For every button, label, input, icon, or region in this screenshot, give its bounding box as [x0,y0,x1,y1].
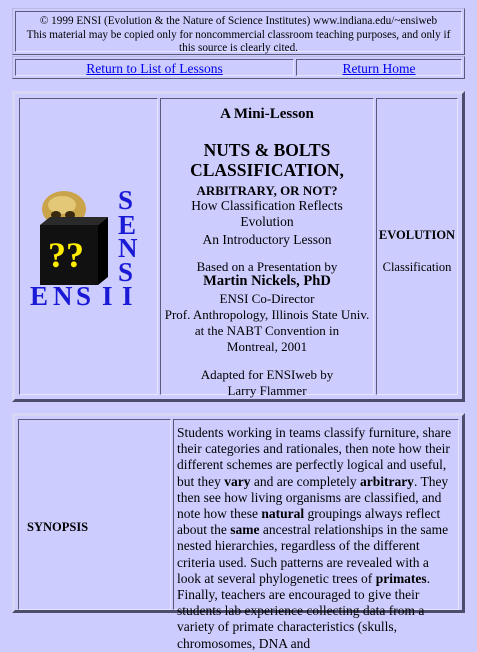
svg-text:S: S [118,187,134,215]
topic-category: EVOLUTION [378,228,456,242]
presenter-venue: at the NABT Convention in [194,323,340,338]
presenter-role: ENSI Co-Director [219,291,315,306]
synopsis-table [12,413,465,651]
svg-text:E: E [118,210,137,240]
logo-cell [19,98,158,395]
copyright-line-2: This material may be copied only for noncommercial classroom teaching purposes, and only if this source is clearly cited. [26,28,451,54]
lesson-subtitle: ARBITRARY, OR NOT? [196,183,338,198]
synopsis-emphasis: arbitrary [359,473,414,489]
logo-vertical-text [118,187,138,307]
logo-horizontal-text [30,281,113,307]
synopsis-segment: . They then see how living organisms are classified, and note how these [177,473,449,522]
adapted-label: Adapted for ENSIweb by [200,367,334,382]
lesson-header [12,91,465,402]
based-on-label: Based on a Presentation by [196,259,338,274]
question-cube-icon [40,217,108,285]
description-line-1: How Classification Reflects [191,198,343,213]
presenter-location: Montreal, 2001 [226,339,308,354]
svg-text:I: I [102,281,113,307]
svg-text:E: E [30,281,49,307]
mini-lesson-label: A Mini-Lesson [220,106,314,122]
copyright-line-1: © 1999 ENSI (Evolution & the Nature of Science Institutes) www.indiana.edu/~ensiweb [39,15,438,27]
svg-text:N: N [53,281,73,307]
svg-text:I: I [122,281,133,307]
svg-text:N: N [118,233,138,263]
synopsis-emphasis: natural [261,506,305,522]
synopsis-text-cell [173,419,459,651]
synopsis-emphasis: vary [224,473,251,489]
synopsis-label: SYNOPSIS [27,520,89,534]
topic-subcategory: Classification [382,260,452,274]
svg-text:S: S [76,281,92,307]
return-to-lessons-link[interactable]: Return to List of Lessons [86,61,223,76]
copyright-box [12,8,465,55]
lesson-title-line-2: CLASSIFICATION, [190,160,344,180]
title-cell [160,98,374,398]
lesson-title-line-1: NUTS & BOLTS [203,140,331,160]
synopsis-label-cell [18,419,171,610]
copyright-cell [15,11,462,52]
adapted-by [161,367,373,399]
author-name: Martin Nickels, PhD [203,273,331,289]
synopsis-emphasis: primates [375,570,427,586]
synopsis-segment: groupings always reflect about the [177,506,441,538]
synopsis-segment: . Finally, teachers are encouraged to give their students lab experience collecting data from a variety of primate characteristics (skulls, chromosomes, DNA and [177,570,431,651]
adapter-name: Larry Flammer [227,383,307,398]
synopsis-text [177,425,455,652]
return-home-link[interactable]: Return Home [342,61,416,76]
synopsis-segment: Students working in teams classify furniture, share their categories and rationales, then note how their different schemes are perfectly logical and useful, but they [177,425,452,489]
topic-cell [376,98,458,395]
nav-lessons-cell [15,59,294,76]
lesson-description [161,198,373,230]
nav-bar [12,56,465,79]
copyright-text [20,15,457,56]
presenter-affiliation: Prof. Anthropology, Illinois State Univ. [164,307,370,322]
nav-home-cell [296,59,462,76]
svg-text:S: S [118,257,134,287]
description-line-2: Evolution [240,214,294,229]
ensi-logo [26,187,154,307]
presenter-details [161,291,373,355]
presenter-block [161,259,373,289]
question-marks: ?? [48,235,84,275]
lesson-title [161,140,373,180]
synopsis-segment: and are completely [250,473,360,489]
intro-label: An Introductory Lesson [202,232,332,247]
synopsis-emphasis: same [230,522,260,538]
synopsis-segment: ancestral relationships in the same nested hierarchies, regardless of the different criteria used. Such patterns are revealed with a look at several phylogenetic trees of [177,522,449,586]
